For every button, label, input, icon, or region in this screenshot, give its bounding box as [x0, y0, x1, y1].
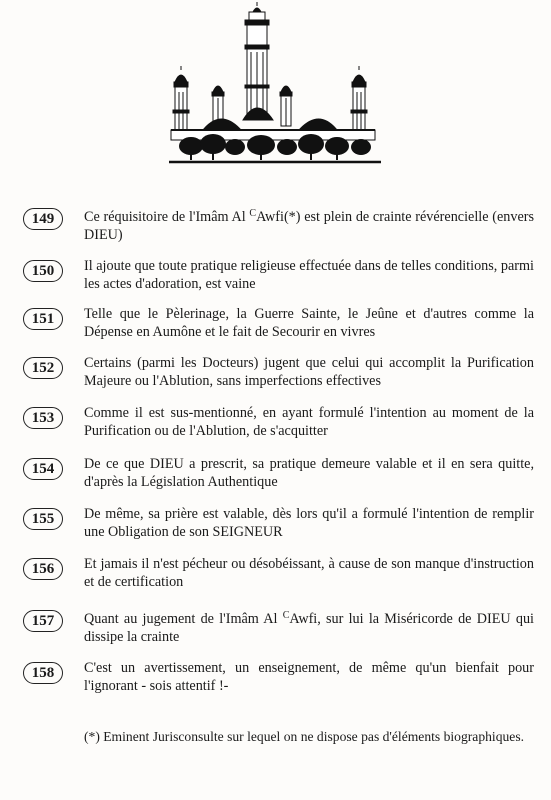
verse-text: De même, sa prière est valable, dès lors qu'il a formulé l'intention de remplir une Obligation de son SEIGNEUR	[84, 506, 534, 540]
verse-number: 154	[23, 458, 63, 480]
verse-text: Comme il est sus-mentionné, en ayant formulé l'intention au moment de la Purification ou de l'Ablution, de s'acquitter	[84, 405, 534, 439]
verse-number: 149	[23, 208, 63, 230]
verse-text: De ce que DIEU a prescrit, sa pratique demeure valable et il en sera quitte, d'après la Législation Authentique	[84, 456, 534, 490]
footnote: (*) Eminent Jurisconsulte sur lequel on ne dispose pas d'éléments biographiques.	[84, 729, 525, 744]
verse-number: 153	[23, 407, 63, 429]
verse-text: Et jamais il n'est pécheur ou désobéissant, à cause de son manque d'instruction et de certification	[84, 556, 534, 590]
verse-number: 150	[23, 260, 63, 282]
verse-number: 151	[23, 308, 63, 330]
verse-text: Quant au jugement de l'Imâm Al $^C$Awfi, sur lui la Miséricorde de DIEU qui dissipe la crainte	[84, 610, 534, 645]
verse-text: Ce réquisitoire de l'Imâm Al $^C$Awfi(*) est plein de crainte révérencielle (envers DIEU)	[84, 208, 534, 243]
verse-text: Certains (parmi les Docteurs) jugent que celui qui accomplit la Purification Majeure ou l'Ablution, sans imperfections effectives	[84, 355, 534, 389]
verse-number: 158	[23, 662, 63, 684]
verse-text: Telle que le Pèlerinage, la Guerre Sainte, le Jeûne et d'autres comme la Dépense en Aumône et le fait de Secourir en vivres	[84, 306, 534, 340]
verse-number: 156	[23, 558, 63, 580]
verse-text: C'est un avertissement, un enseignement, de même qu'un bienfait pour l'ignorant - sois attentif !-	[84, 660, 534, 694]
verse-text: Il ajoute que toute pratique religieuse effectuée dans de telles conditions, parmi les actes d'adoration, est vaine	[84, 258, 534, 292]
verse-number: 157	[23, 610, 63, 632]
verse-number: 155	[23, 508, 63, 530]
verse-number: 152	[23, 357, 63, 379]
mosque-illustration	[165, 0, 385, 168]
